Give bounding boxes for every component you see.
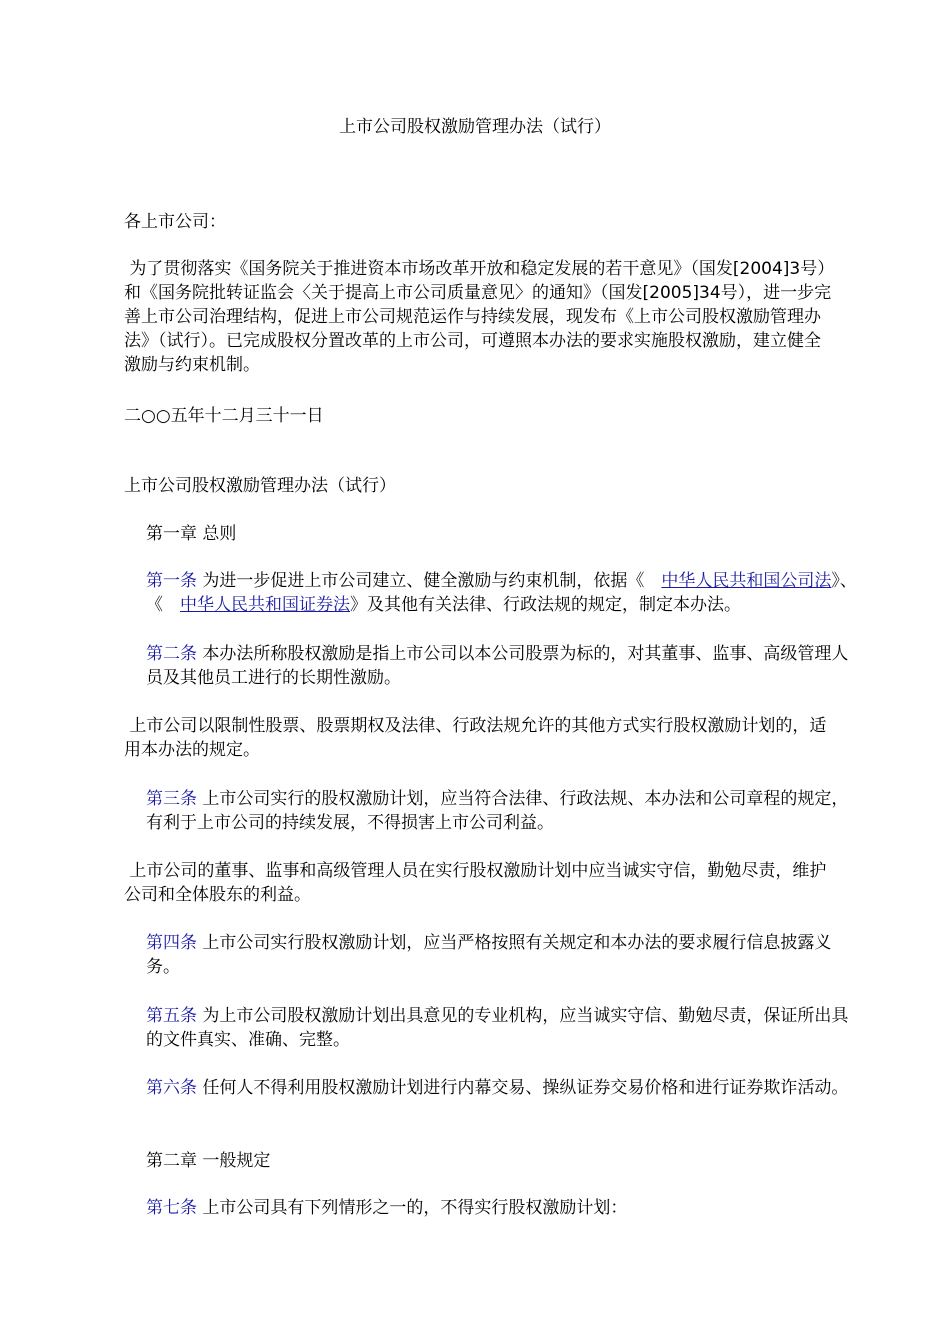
intro-paragraph: 为了贯彻落实《国务院关于推进资本市场改革开放和稳定发展的若干意见》（国发[2004]3号）和《国务院批转证监会〈关于提高上市公司质量意见〉的通知》（国发[2005]34号），进一步完善上市公司治理结构，促进上市公司规范运作与持续发展，现发布《上市公司股权激励管理办法》（试行）。已完成股权分置改革的上市公司，可遵照本办法的要求实施股权激励，建立健全激励与约束机制。 [124,259,835,375]
article-6-text: 任何人不得利用股权激励计划进行内幕交易、操纵证券交易价格和进行证券欺诈活动。 [197,1078,849,1098]
article-5-text: 为上市公司股权激励计划出具意见的专业机构，应当诚实守信、勤勉尽责，保证所出具的文件真实、准确、完整。 [146,1006,849,1050]
article-3-paragraph-2: 上市公司的董事、监事和高级管理人员在实行股权激励计划中应当诚实守信，勤勉尽责，维护公司和全体股东的利益。 [124,861,827,905]
article-1-text-b: 》、《 [146,571,857,615]
company-law-link[interactable]: 中华人民共和国公司法 [661,571,832,591]
article-4 [124,931,858,979]
article-4-text: 上市公司实行股权激励计划，应当严格按照有关规定和本办法的要求履行信息披露义务。 [146,933,832,977]
article-1-text-a: 为进一步促进上市公司建立、健全激励与约束机制，依据《 [197,571,662,591]
article-3-label: 第三条 [146,789,197,809]
article-2 [124,642,858,690]
securities-law-link[interactable]: 中华人民共和国证券法 [180,595,350,615]
regulation-subtitle: 上市公司股权激励管理办法（试行） [124,476,396,496]
chapter-1-heading: 第一章 总则 [146,524,237,544]
article-2-text: 本办法所称股权激励是指上市公司以本公司股票为标的，对其董事、监事、高级管理人员及其他员工进行的长期性激励。 [146,644,849,688]
document-title: 上市公司股权激励管理办法（试行） [339,117,611,137]
article-7-label: 第七条 [146,1198,197,1218]
article-7 [124,1196,858,1220]
issue-date: 二○○五年十二月三十一日 [124,406,324,426]
chapter-2-heading: 第二章 一般规定 [146,1151,271,1171]
article-2-paragraph-2: 上市公司以限制性股票、股票期权及法律、行政法规允许的其他方式实行股权激励计划的，适用本办法的规定。 [124,716,827,760]
article-7-text: 上市公司具有下列情形之一的，不得实行股权激励计划： [197,1198,628,1218]
article-5 [124,1004,858,1052]
article-1-text-c: 》及其他有关法律、行政法规的规定，制定本办法。 [350,595,741,615]
article-5-label: 第五条 [146,1006,197,1026]
article-3-text: 上市公司实行的股权激励计划，应当符合法律、行政法规、本办法和公司章程的规定，有利于上市公司的持续发展，不得损害上市公司利益。 [146,789,849,833]
article-1 [124,569,858,617]
article-1-label: 第一条 [146,571,197,591]
article-3 [124,787,858,835]
article-6 [124,1076,858,1100]
article-4-label: 第四条 [146,933,197,953]
article-6-label: 第六条 [146,1078,197,1098]
article-2-label: 第二条 [146,644,197,664]
salutation: 各上市公司： [124,212,226,232]
